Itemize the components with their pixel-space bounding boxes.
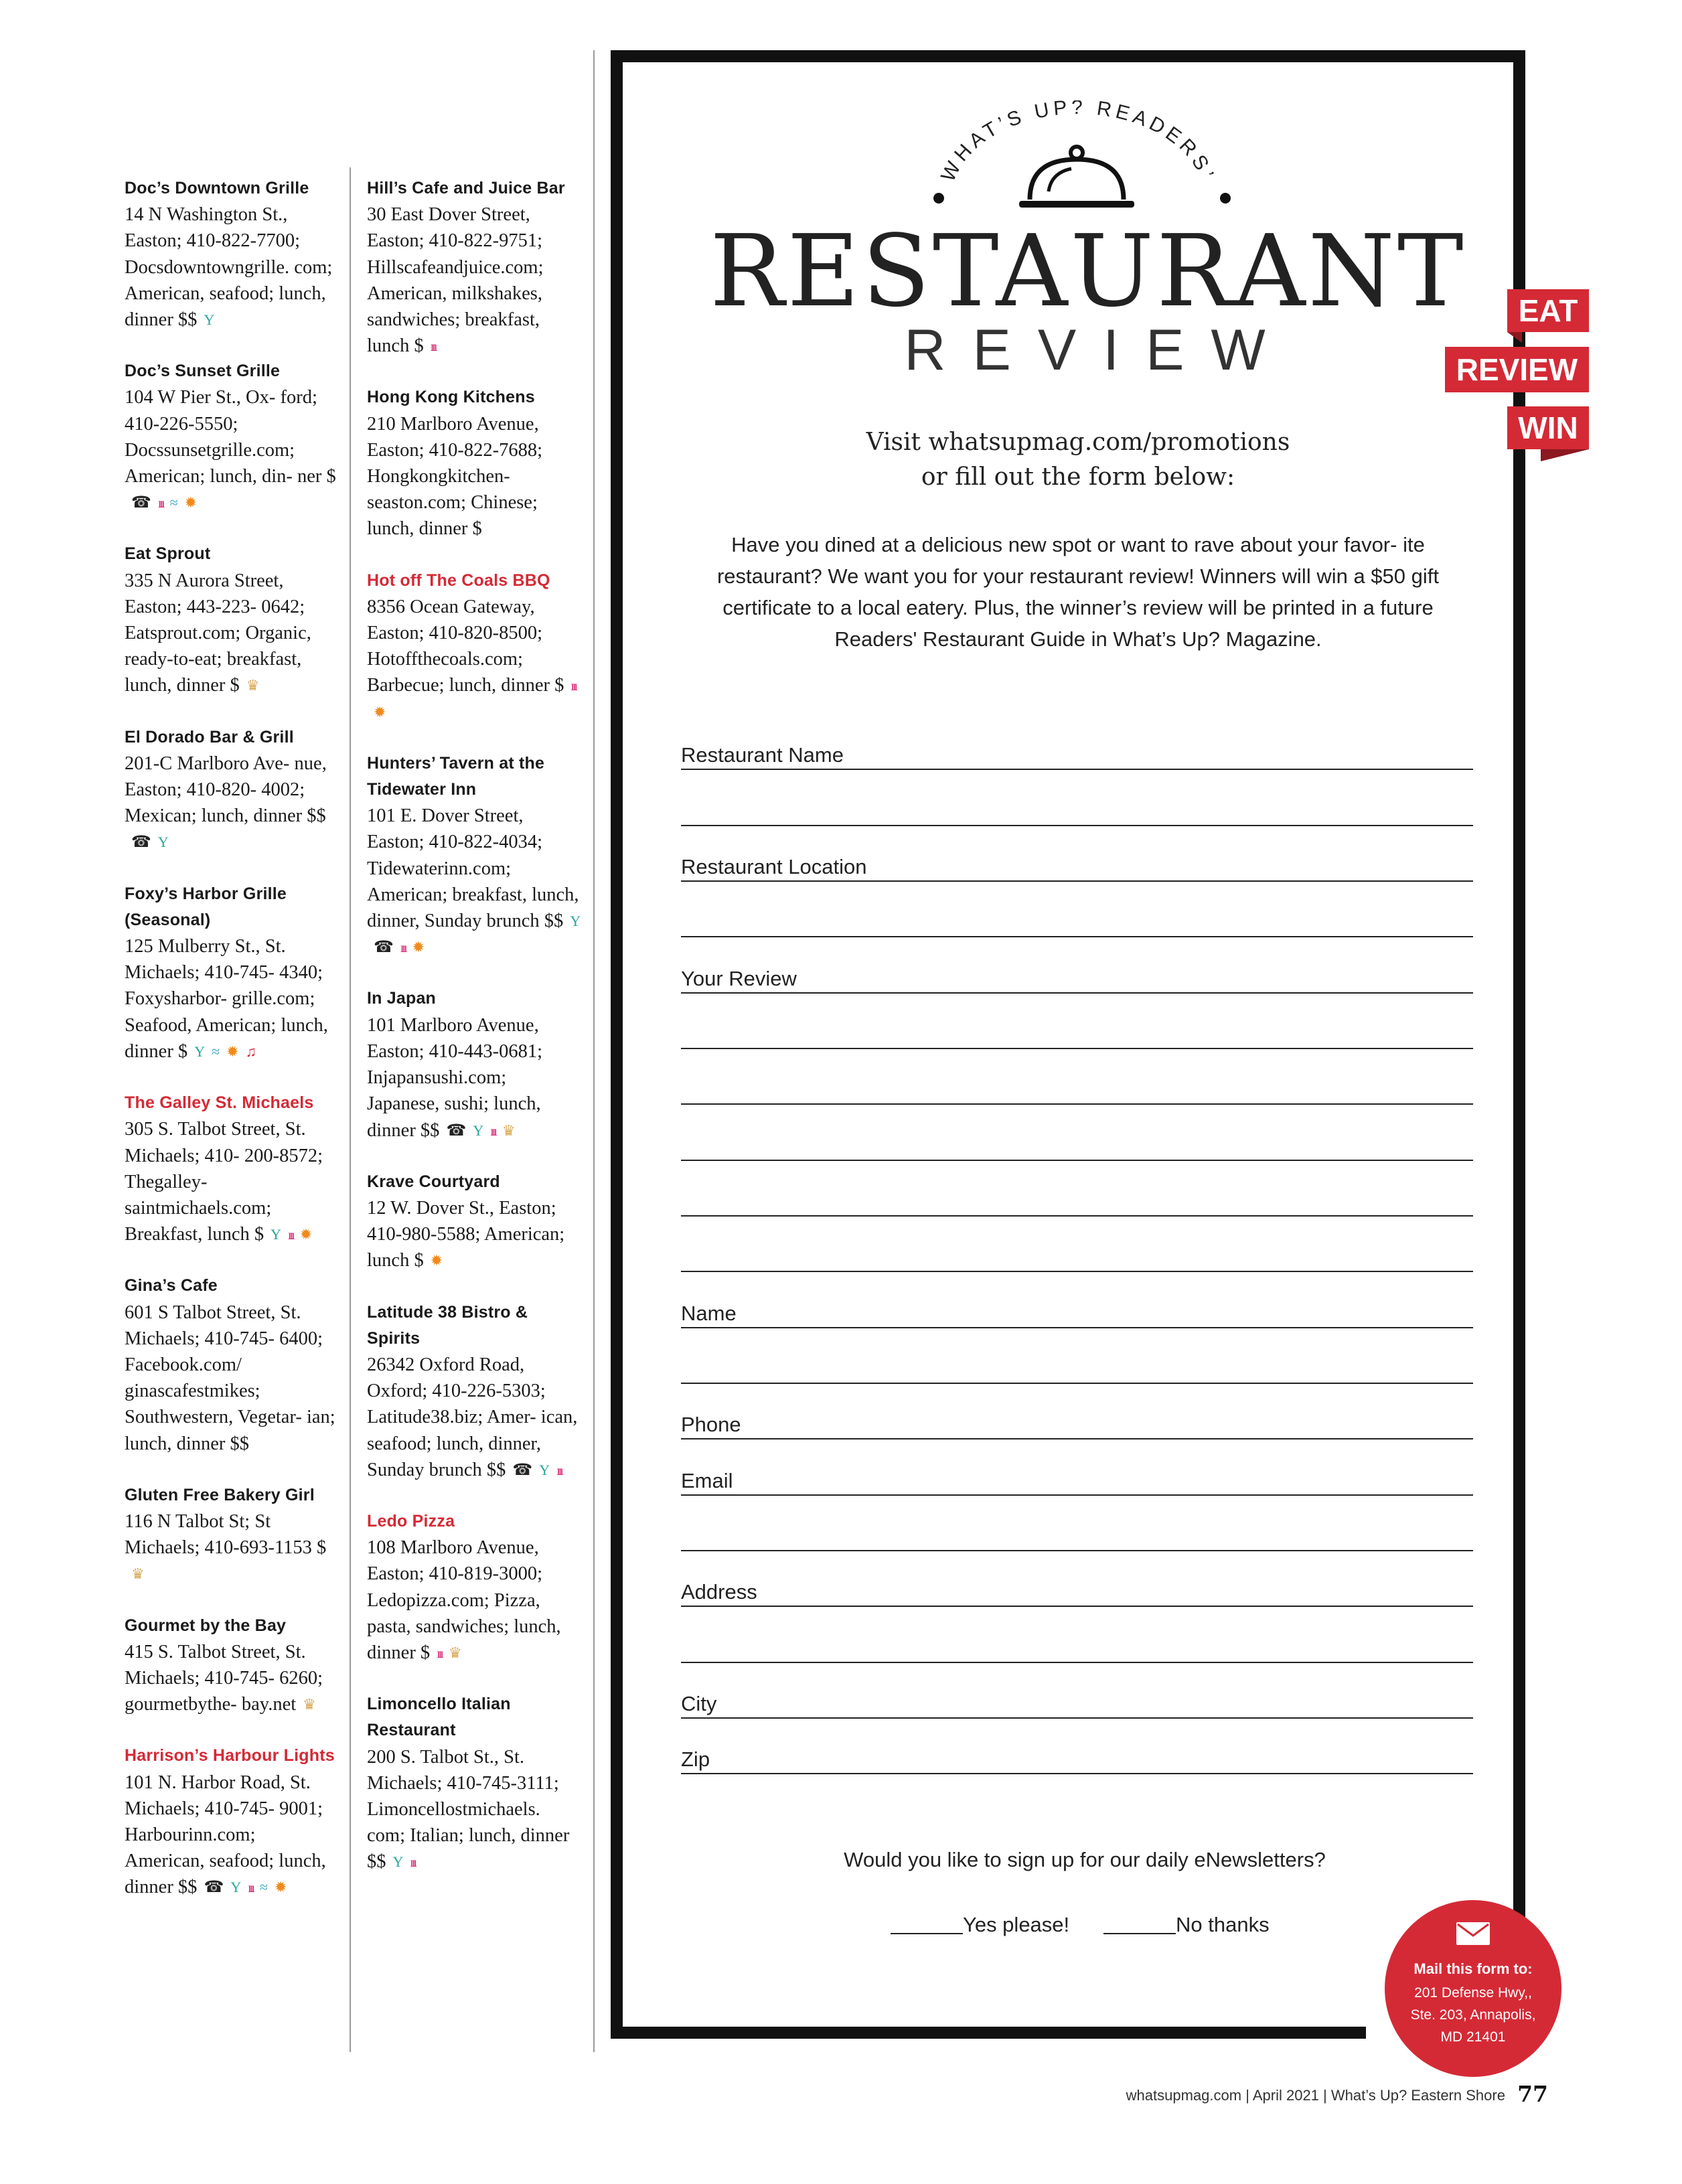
review-line-3[interactable] [681, 1077, 1473, 1105]
name-line-2[interactable] [681, 1356, 1473, 1384]
mail-address-line-1: 201 Defense Hwy,, [1414, 1985, 1532, 2001]
form-subtitle: REVIEW [904, 318, 1292, 382]
water-icon: ≈ [169, 494, 178, 512]
listings-column-2 [367, 175, 581, 1901]
restaurant-listing [125, 724, 339, 856]
sun-icon: ✹ [430, 1252, 443, 1269]
review-line-2[interactable] [681, 1021, 1473, 1049]
restaurant-details: 201-C Marlboro Ave- nue, Easton; 410-820- 4002; Mexican; lunch, dinner $$ [125, 753, 327, 827]
phone-icon: ☎ [204, 1879, 224, 1897]
eat-tag: EAT [1507, 289, 1589, 332]
restaurant-location-label: Restaurant Location [681, 855, 872, 878]
sun-icon: ✹ [374, 703, 386, 720]
restaurant-listing [367, 1691, 581, 1875]
newsletter-yes-option[interactable] [891, 1912, 1069, 1938]
restaurant-details: 101 N. Harbor Road, St. Michaels; 410-745- 9001; Harbourinn.com; American, seafood; lunch, dinner $$ [125, 1772, 326, 1898]
page-number: 77 [1517, 2081, 1548, 2107]
restaurant-location-field[interactable] [681, 854, 1473, 882]
restaurant-listing [367, 986, 581, 1143]
sun-icon: ✹ [184, 494, 198, 512]
restaurant-name: In Japan [367, 989, 437, 1008]
bullet-dot-left [933, 193, 944, 204]
visit-line-1: Visit whatsupmag.com/promotions [866, 428, 1290, 456]
restaurant-name: Krave Courtyard [367, 1172, 500, 1191]
sun-icon: ✹ [299, 1226, 313, 1243]
restaurant-listing [125, 1482, 339, 1587]
address-line-2[interactable] [681, 1635, 1473, 1663]
restaurant-details: 101 Marlboro Avenue, Easton; 410-443-0681; Injapansushi.com; Japanese, sushi; lunch, dinner $$ [367, 1014, 543, 1141]
crown-icon: ♛ [131, 1565, 145, 1583]
music-icon: ♫ [245, 1042, 257, 1060]
family-icon: ııı [490, 1123, 495, 1139]
form-title: RESTAURANT [710, 214, 1466, 329]
restaurant-location-line-2[interactable] [681, 909, 1473, 937]
envelope-icon [1456, 1922, 1490, 1946]
restaurant-listing [125, 541, 339, 698]
restaurant-name-field[interactable] [681, 742, 1473, 770]
arc-text: WHAT’S UP? READERS’ [937, 100, 1219, 185]
no-blank[interactable] [1103, 1913, 1176, 1934]
bar-icon: Y [570, 913, 581, 930]
your-review-field[interactable] [681, 965, 1473, 994]
sun-icon: ✹ [412, 939, 425, 956]
restaurant-name: Gina’s Cafe [125, 1276, 218, 1296]
bar-icon: Y [271, 1226, 282, 1243]
crown-icon: ♛ [246, 677, 260, 694]
phone-field[interactable] [681, 1411, 1473, 1439]
win-tag-fold [1541, 449, 1589, 461]
city-field[interactable] [681, 1691, 1473, 1719]
family-icon: ııı [570, 679, 577, 694]
restaurant-listing [367, 751, 581, 961]
restaurant-listing [125, 1273, 339, 1456]
bar-icon: Y [392, 1853, 404, 1871]
phone-icon: ☎ [131, 834, 151, 852]
restaurant-listing [367, 1300, 581, 1483]
bar-icon: Y [539, 1461, 550, 1478]
restaurant-name: Harrison’s Harbour Lights [125, 1746, 335, 1766]
zip-label: Zip [681, 1747, 715, 1771]
bar-icon: Y [194, 1042, 206, 1060]
sun-icon: ✹ [226, 1042, 239, 1060]
restaurant-details: 12 W. Dover St., Easton; 410-980-5588; American; lunch $ [367, 1197, 565, 1271]
restaurant-name: Doc’s Sunset Grille [125, 362, 281, 381]
name-label: Name [681, 1302, 742, 1325]
family-icon: ııı [157, 496, 163, 512]
restaurant-details: 125 Mulberry St., St. Michaels; 410-745- 4340; Foxysharbor- grille.com; Seafood, American; lunch, dinner $ [125, 936, 328, 1062]
newsletter-question: Would you like to sign up for our daily eNewsletters? [844, 1848, 1326, 1871]
restaurant-details: 335 N Aurora Street, Easton; 443-223- 0642; Eatsprout.com; Organic, ready-to-eat; breakfast, lunch, dinner $ [125, 570, 311, 696]
mail-address-line-2: Ste. 203, Annapolis, [1410, 2007, 1536, 2023]
footer-separator: | [1245, 2087, 1253, 2104]
restaurant-listing [125, 1743, 339, 1900]
phone-label: Phone [681, 1413, 747, 1436]
no-label: No thanks [1176, 1913, 1270, 1936]
family-icon: ııı [248, 1881, 253, 1896]
email-field[interactable] [681, 1468, 1473, 1496]
restaurant-name: Limoncello Italian Restaurant [367, 1695, 511, 1740]
zip-field[interactable] [681, 1746, 1473, 1774]
restaurant-listing [367, 1508, 581, 1666]
restaurant-details: 116 N Talbot St; St Michaels; 410-693-1153 $ [125, 1510, 327, 1559]
restaurant-name: Hunters’ Tavern at the Tidewater Inn [367, 753, 545, 799]
restaurant-name: Eat Sprout [125, 544, 211, 564]
your-review-label: Your Review [681, 967, 802, 990]
listings-column-1 [125, 175, 339, 1926]
name-field[interactable] [681, 1300, 1473, 1328]
restaurant-name: Latitude 38 Bistro & Spirits [367, 1302, 528, 1348]
mail-address-line-3: MD 21401 [1440, 2029, 1506, 2045]
email-label: Email [681, 1469, 739, 1492]
mail-address [1385, 1982, 1561, 2048]
bar-icon: Y [473, 1121, 484, 1139]
family-icon: ııı [556, 1463, 562, 1478]
footer-site: whatsupmag.com [1126, 2087, 1242, 2104]
restaurant-name: Doc’s Downtown Grille [125, 179, 309, 198]
restaurant-name: Ledo Pizza [367, 1511, 455, 1531]
water-icon: ≈ [212, 1042, 220, 1060]
restaurant-details: 305 S. Talbot Street, St. Michaels; 410- 200-8572; Thegalley- saintmichaels.com; Breakfast, lunch $ [125, 1119, 323, 1245]
cloche-icon [1010, 141, 1144, 221]
restaurant-details: 101 E. Dover Street, Easton; 410-822-4034; Tidewaterinn.com; American; breakfast, lunch, dinner, Sunday brunch $$ [367, 805, 579, 932]
bar-icon: Y [204, 311, 215, 329]
phone-icon: ☎ [446, 1121, 467, 1140]
visit-instructions [777, 425, 1379, 495]
restaurant-name-line-2[interactable] [681, 798, 1473, 826]
restaurant-name: Gluten Free Bakery Girl [125, 1485, 315, 1504]
phone-icon: ☎ [131, 494, 151, 512]
restaurant-details: 8356 Ocean Gateway, Easton; 410-820-8500; Hotoffthecoals.com; Barbecue; lunch, dinner $ [367, 596, 564, 696]
bar-icon: Y [230, 1879, 242, 1896]
family-icon: ııı [400, 941, 406, 956]
bullet-dot-right [1220, 193, 1231, 204]
eat-tag-fold [1507, 332, 1522, 343]
footer-separator: | [1323, 2087, 1331, 2104]
restaurant-details: 108 Marlboro Avenue, Easton; 410-819-3000; Ledopizza.com; Pizza, pasta, sandwiches; lunch, dinner $ [367, 1537, 561, 1663]
restaurant-details: 104 W Pier St., Ox- ford; 410-226-5550; Docssunsetgrille.com; American; lunch, din- ner $ [125, 387, 336, 487]
water-icon: ≈ [259, 1879, 268, 1896]
restaurant-listing [125, 175, 339, 333]
bar-icon: Y [157, 834, 169, 851]
email-line-2[interactable] [681, 1523, 1473, 1551]
restaurant-details: 200 S. Talbot St., St. Michaels; 410-745-3111; Limoncellostmichaels. com; Italian; lunch, dinner $$ [367, 1746, 570, 1873]
restaurant-name: The Galley St. Michaels [125, 1093, 314, 1113]
phone-icon: ☎ [512, 1461, 533, 1479]
restaurant-listing [367, 384, 581, 542]
restaurant-name: Hong Kong Kitchens [367, 388, 535, 407]
yes-blank[interactable] [891, 1913, 963, 1934]
restaurant-listing [125, 358, 339, 516]
restaurant-listing [125, 1090, 339, 1247]
crown-icon: ♛ [502, 1121, 516, 1139]
phone-icon: ☎ [374, 939, 394, 957]
restaurant-name: El Dorado Bar & Grill [125, 727, 294, 747]
crown-icon: ♛ [448, 1644, 462, 1661]
restaurant-details: 14 N Washington St., Easton; 410-822-7700; Docsdowntowngrille. com; American, seafood; lunch, dinner $$ [125, 204, 333, 331]
restaurant-name: Hill’s Cafe and Juice Bar [367, 179, 565, 198]
newsletter-no-option[interactable] [1103, 1912, 1270, 1938]
review-tag: REVIEW [1445, 347, 1589, 392]
restaurant-details: 30 East Dover Street, Easton; 410-822-9751; Hillscafeandjuice.com; American, milkshakes, sandwiches; breakfast, lunch $ [367, 204, 544, 357]
column-divider [593, 50, 595, 2052]
restaurant-listing [125, 881, 339, 1065]
restaurant-name: Foxy’s Harbor Grille (Seasonal) [125, 884, 287, 929]
address-label: Address [681, 1580, 763, 1604]
restaurant-details: 601 S Talbot Street, St. Michaels; 410-745- 6400; Facebook.com/ ginascafestmikes; Southwestern, Vegetar- ian; lunch, dinner $$ [125, 1302, 335, 1454]
restaurant-listing [367, 1169, 581, 1274]
family-icon: ııı [288, 1228, 293, 1243]
review-line-5[interactable] [681, 1188, 1473, 1217]
restaurant-details: 210 Marlboro Avenue, Easton; 410-822-7688; Hongkongkitchen- seaston.com; Chinese; lunch, dinner $ [367, 413, 543, 540]
win-tag: WIN [1507, 406, 1589, 449]
family-icon: ııı [410, 1855, 416, 1871]
restaurant-name-label: Restaurant Name [681, 743, 849, 767]
restaurant-details: 415 S. Talbot Street, St. Michaels; 410-745- 6260; gourmetbythe- bay.net [125, 1641, 323, 1715]
review-line-6[interactable] [681, 1244, 1473, 1272]
family-icon: ııı [437, 1646, 442, 1661]
address-field[interactable] [681, 1579, 1473, 1607]
restaurant-listing [367, 568, 581, 725]
form-intro: Have you dined at a delicious new spot or want to rave about your favor- ite restaurant? We want you for your restaurant review! Winners will win a $50 gift certificate to a local eatery. Plus, the winner’s review will be printed in a future Readers' Restaurant Guide in What’s Up? Magazine. [716, 533, 1439, 651]
footer-publication: What’s Up? Eastern Shore [1330, 2087, 1505, 2104]
yes-label: Yes please! [963, 1913, 1070, 1936]
visit-line-2: or fill out the form below: [921, 463, 1235, 491]
restaurant-listing [367, 175, 581, 359]
restaurant-name: Hot off The Coals BBQ [367, 570, 550, 590]
crown-icon: ♛ [303, 1696, 316, 1713]
family-icon: ııı [430, 339, 436, 355]
mail-badge [1385, 1900, 1561, 2077]
sun-icon: ✹ [274, 1879, 287, 1896]
column-divider [350, 167, 351, 2052]
page-footer [1004, 2082, 1548, 2108]
restaurant-name: Gourmet by the Bay [125, 1616, 287, 1635]
mail-heading: Mail this form to: [1413, 1960, 1533, 1977]
footer-issue: April 2021 [1252, 2087, 1319, 2104]
restaurant-details: 26342 Oxford Road, Oxford; 410-226-5303; Latitude38.biz; Amer- ican, seafood; lunch, dinner, Sunday brunch $$ [367, 1354, 578, 1480]
city-label: City [681, 1692, 722, 1715]
review-line-4[interactable] [681, 1133, 1473, 1161]
restaurant-listing [125, 1613, 339, 1718]
